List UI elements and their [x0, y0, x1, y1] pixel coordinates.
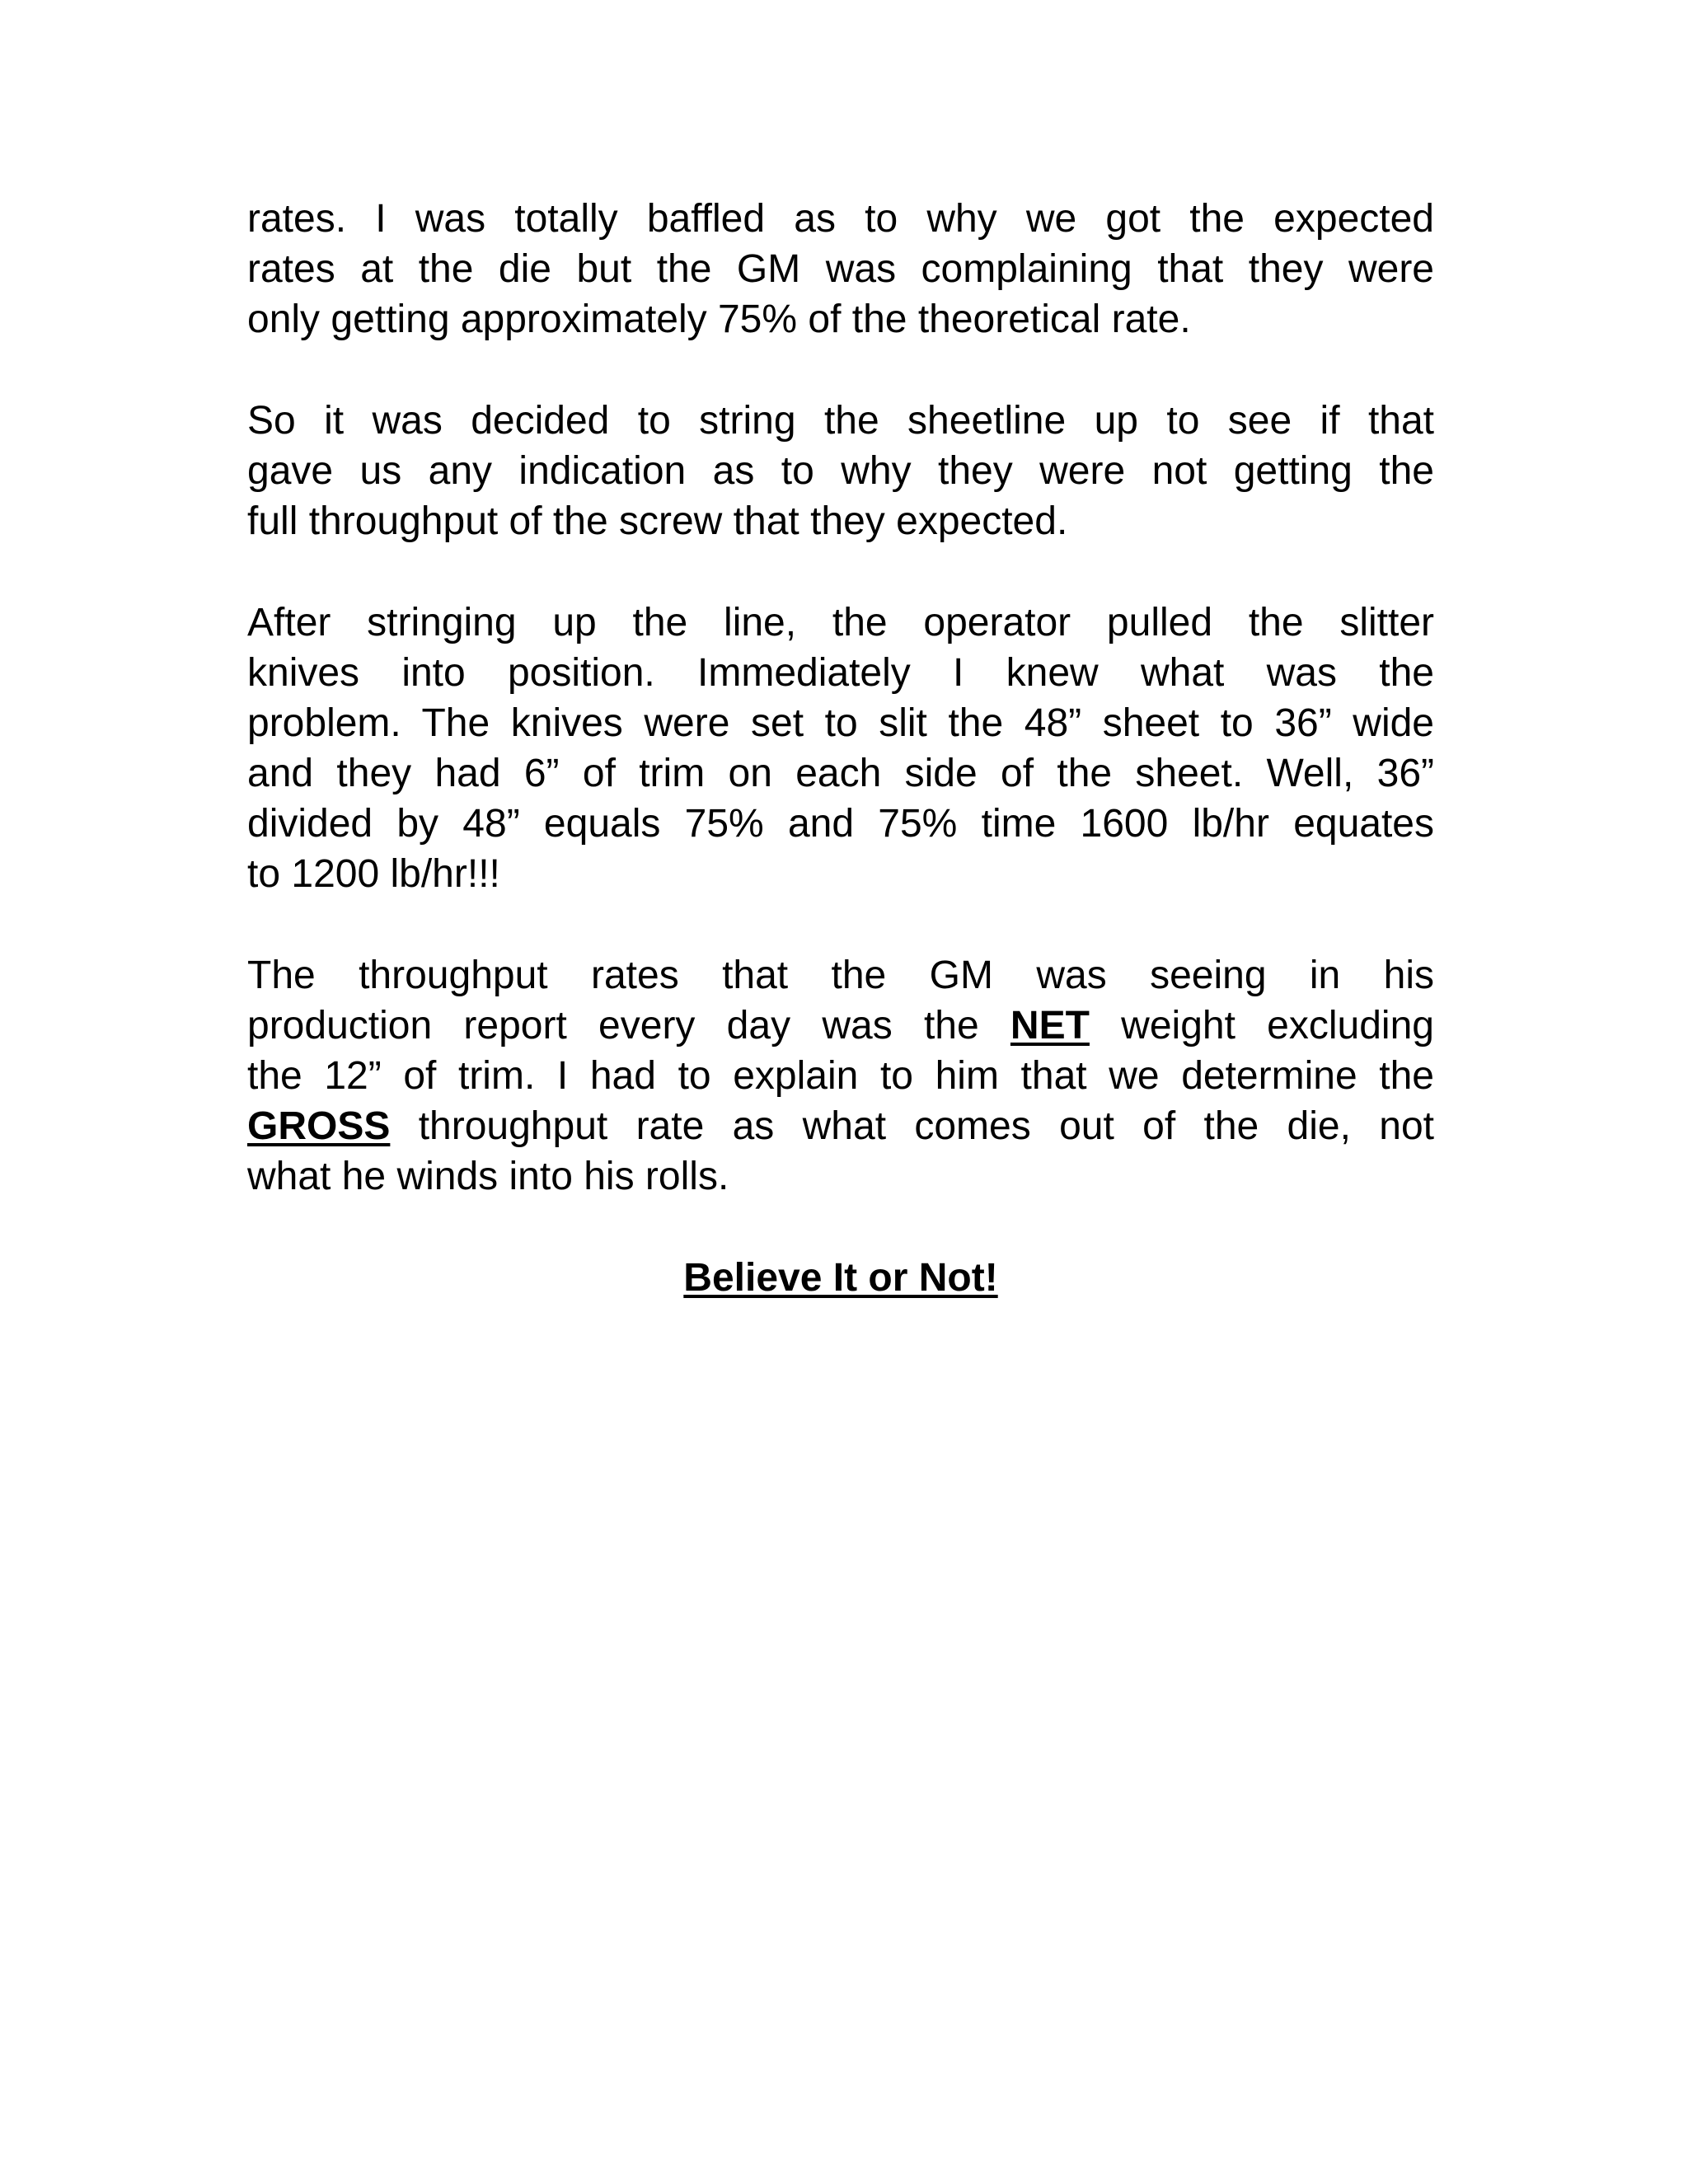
text-line: The throughput rates that the GM was seeing in his	[247, 954, 1434, 997]
text-line: rates. I was totally baffled as to why we got the expected	[247, 197, 1434, 241]
gross-emphasis: GROSS	[247, 1104, 391, 1148]
paragraph-4	[247, 950, 1434, 1202]
text-line: gave us any indication as to why they were not getting the	[247, 449, 1434, 493]
text-segment: throughput rate as what comes out of the die, not	[390, 1104, 1434, 1148]
text-line: full throughput of the screw that they expected.	[247, 499, 1068, 543]
text-line: what he winds into his rolls.	[247, 1155, 729, 1198]
text-line: rates at the die but the GM was complaining that they were	[247, 247, 1434, 291]
paragraph-3	[247, 598, 1434, 899]
text-line: and they had 6” of trim on each side of the sheet. Well, 36”	[247, 752, 1434, 795]
text-line: knives into position. Immediately I knew what was the	[247, 651, 1434, 695]
text-line: After stringing up the line, the operator pulled the slitter	[247, 601, 1434, 644]
text-segment: weight excluding	[1089, 1004, 1434, 1047]
text-line: problem. The knives were set to slit the 48” sheet to 36” wide	[247, 701, 1434, 745]
text-line: divided by 48” equals 75% and 75% time 1600 lb/hr equates	[247, 802, 1434, 846]
text-line: So it was decided to string the sheetline up to see if that	[247, 399, 1434, 443]
closing-line	[247, 1253, 1434, 1303]
text-line: to 1200 lb/hr!!!	[247, 852, 500, 896]
paragraph-2	[247, 396, 1434, 546]
net-emphasis: NET	[1010, 1004, 1090, 1047]
document-page	[247, 194, 1434, 1303]
text-segment: production report every day was the	[247, 1004, 1010, 1047]
text-line: the 12” of trim. I had to explain to him that we determine the	[247, 1054, 1434, 1098]
closing-text: Believe It or Not!	[683, 1256, 998, 1300]
text-line: only getting approximately 75% of the theoretical rate.	[247, 298, 1191, 341]
text-line	[247, 1001, 1434, 1051]
text-line	[247, 1101, 1434, 1151]
paragraph-1	[247, 194, 1434, 344]
